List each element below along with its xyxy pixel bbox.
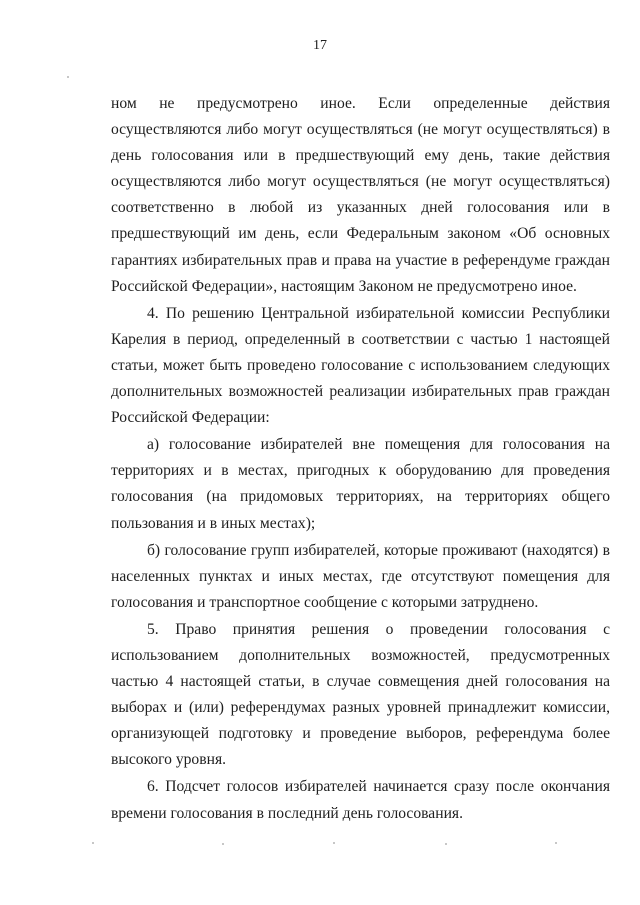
- paragraph-item-b: б) голосование групп избирателей, которые проживают (находятся) в населенных пунктах и иных местах, где отсутствуют помещения для голосования и транспортное сообщение с которыми затруднено.: [111, 541, 610, 611]
- page-number: 17: [313, 38, 327, 53]
- scan-artifact: [67, 76, 69, 78]
- paragraph-item-a: а) голосование избирателей вне помещения для голосования на территориях и в местах, пригодных к оборудованию для проведения голосования (на придомовых территориях, на территориях общего пользования и в иных местах);: [111, 436, 610, 532]
- body-text: [111, 91, 610, 827]
- scan-artifact: [555, 842, 557, 844]
- paragraph-continuation: ном не предусмотрено иное. Если определенные действия осуществляются либо могут осуществляться (не могут осуществляться) в день голосования или в предшествующий ему день, такие действия осуществляются либо могут осуществляться (не могут осуществляться) соответственно в любой из указанных дней голосования или в предшествующий им день, если Федеральным законом «Об основных гарантиях избирательных прав и права на участие в референдуме граждан Российской Федерации», настоящим Законом не предусмотрено иное.: [111, 95, 610, 295]
- scan-artifact: [92, 842, 94, 844]
- scan-artifact: [445, 843, 447, 845]
- paragraph-part-5: 5. Право принятия решения о проведении голосования с использованием дополнительных возможностей, предусмотренных частью 4 настоящей статьи, в случае совмещения дней голосования на выборах и (или) референдумах разных уровней принадлежит комиссии, организующей подготовку и проведение выборов, референдума более высокого уровня.: [111, 620, 610, 769]
- scan-artifact: [222, 843, 224, 845]
- paragraph-part-6: 6. Подсчет голосов избирателей начинается сразу после окончания времени голосования в последний день голосования.: [111, 778, 610, 822]
- paragraph-part-4: 4. По решению Центральной избирательной комиссии Республики Карелия в период, определенный в соответствии с частью 1 настоящей статьи, может быть проведено голосование с использованием следующих дополнительных возможностей реализации избирательных прав граждан Российской Федерации:: [111, 304, 610, 427]
- scan-artifact: [333, 842, 335, 844]
